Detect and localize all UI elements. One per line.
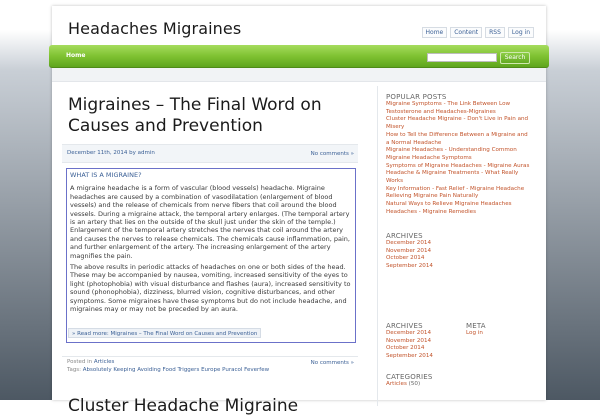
list-item[interactable]: Natural Ways to Relieve Migraine Headaches — [386, 201, 512, 208]
list-item[interactable]: November 2014 — [386, 337, 432, 344]
list-item[interactable]: October 2014 — [386, 255, 425, 262]
category-count: (50) — [408, 381, 421, 387]
category-name[interactable]: Articles — [386, 381, 407, 387]
paragraph-2: The above results in periodic attacks of headaches on one or both sides of the head. These may be accompanied by nausea, vomiting, increased sensitivity of the eyes to light (photophobia) with visual disturbance and flashes (aura), increased sensitivity to sound (phonophobia), dizziness, blurred vision, cognitive disturbances, and other symptoms. Some migraines have these symptoms but do not include headache, and migraines may or may not be preceded by an aura. — [70, 263, 351, 314]
post-footer — [62, 356, 358, 374]
page-container — [52, 6, 546, 416]
list-item[interactable]: Cluster Headache Migraine - Don't Live in Pain and — [386, 116, 529, 123]
header — [52, 6, 546, 46]
site-title[interactable]: Headaches Migraines — [68, 19, 242, 38]
archives-widget — [386, 232, 542, 271]
post-meta-bar — [62, 144, 358, 163]
meta-widget — [466, 322, 486, 338]
list-item[interactable]: Works — [386, 178, 404, 185]
categories-title: CATEGORIES — [386, 373, 433, 381]
list-item[interactable]: Relieving Migraine Pain Naturally — [386, 193, 479, 200]
list-item[interactable]: Misery — [386, 124, 405, 131]
post-body — [66, 168, 356, 343]
posted-in-label: Posted in — [67, 359, 93, 365]
nav-home-link[interactable]: Home — [66, 52, 86, 59]
list-item[interactable]: Headache & Migraine Treatments - What Really — [386, 170, 519, 177]
top-link-content[interactable]: Content — [450, 27, 482, 38]
list-item[interactable]: October 2014 — [386, 345, 425, 352]
footer-comments-link[interactable]: No comments » — [310, 360, 354, 366]
archives-title-2: ARCHIVES — [386, 322, 423, 330]
post-title-line1[interactable]: Migraines – The Final Word on — [68, 95, 322, 115]
list-item[interactable] — [386, 381, 542, 389]
list-item[interactable]: November 2014 — [386, 247, 432, 254]
paragraph-1: A migraine headache is a form of vascular (blood vessels) headache. Migraine headaches are caused by a combination of vasodilatation (enlargement of blood vessels) and the release of chemicals from nerve fibers that coil around the blood vessels. During a migraine attack, the temporal artery enlarges. (The temporal artery is an artery that lies on the outside of the skull just under the skin of the temple.) Enlargement of the temporal artery stretches the nerves that coil around the artery and causes the nerves to release chemicals. The chemicals cause inflammation, pain, and further enlargement of the artery. The increasing enlargement of the artery magnifies the pain. — [70, 184, 350, 260]
list-item[interactable]: How to Tell the Difference Between a Migraine and — [386, 131, 528, 138]
list-item[interactable]: Key Information - Fast Relief - Migraine Headache — [386, 185, 525, 192]
meta-title: META — [466, 322, 486, 330]
tag-link[interactable]: Europe — [201, 367, 221, 373]
tag-link[interactable]: Absolutely Keeping — [82, 367, 136, 373]
meta-login-link[interactable]: Log in — [466, 330, 483, 336]
section-heading: WHAT IS A MIGRAINE? — [70, 171, 142, 179]
categories-widget — [386, 373, 542, 389]
meta-list — [466, 330, 486, 338]
main-content — [62, 86, 369, 416]
popular-posts-list — [386, 101, 542, 217]
archives-title: ARCHIVES — [386, 232, 423, 240]
top-link-rss[interactable]: RSS — [485, 27, 505, 38]
list-item[interactable]: a Normal Headache — [386, 139, 442, 146]
tag-link[interactable]: Avoiding Food Triggers — [137, 367, 200, 373]
top-link-login[interactable]: Log in — [508, 27, 534, 38]
list-item[interactable]: Migraine Symptoms - The Link Between Low — [386, 101, 511, 107]
list-item[interactable]: Migraine Headache Symptoms — [386, 154, 472, 161]
top-link-home[interactable]: Home — [422, 27, 448, 38]
list-item[interactable]: September 2014 — [386, 353, 433, 360]
categories-list — [386, 381, 542, 389]
list-item[interactable]: December 2014 — [386, 240, 432, 246]
search-button[interactable]: Search — [500, 52, 530, 64]
list-item[interactable]: September 2014 — [386, 263, 433, 270]
nav-bar — [49, 45, 549, 68]
sub-nav-strip — [52, 68, 546, 82]
list-item[interactable]: Headaches - Migraine Remedies — [386, 208, 477, 215]
tags-row — [67, 366, 269, 374]
tags-label: Tags: — [67, 367, 82, 373]
archives-list — [386, 240, 542, 271]
archives-meta-row — [386, 322, 542, 360]
search-input[interactable] — [427, 53, 497, 62]
post-date: December 11th, 2014 by admin — [67, 150, 155, 156]
list-item[interactable]: Testosterone and Headaches-Migraines — [386, 108, 496, 115]
post-comments-link[interactable]: No comments » — [310, 151, 354, 157]
archives-widget-2 — [386, 322, 433, 361]
post-title-line2[interactable]: Causes and Prevention — [68, 116, 263, 136]
top-links — [422, 27, 534, 38]
category-link[interactable]: Articles — [93, 359, 115, 365]
posted-in-row — [67, 358, 114, 366]
tag-link[interactable]: Puracol Feverfew — [222, 367, 270, 373]
sidebar — [377, 86, 545, 406]
popular-posts-title: POPULAR POSTS — [386, 93, 447, 101]
list-item[interactable]: December 2014 — [386, 330, 432, 336]
list-item[interactable]: Migraine Headaches - Understanding Common — [386, 147, 517, 154]
list-item[interactable]: Symptoms of Migraine Headaches - Migraine Auras — [386, 162, 530, 169]
archives-list-2 — [386, 330, 433, 361]
post-title[interactable] — [68, 95, 368, 137]
read-more-link[interactable]: » Read more: Migraines – The Final Word on Causes and Prevention — [68, 328, 261, 338]
popular-posts-widget — [386, 93, 542, 217]
next-post-title[interactable]: Cluster Headache Migraine — [68, 396, 299, 416]
